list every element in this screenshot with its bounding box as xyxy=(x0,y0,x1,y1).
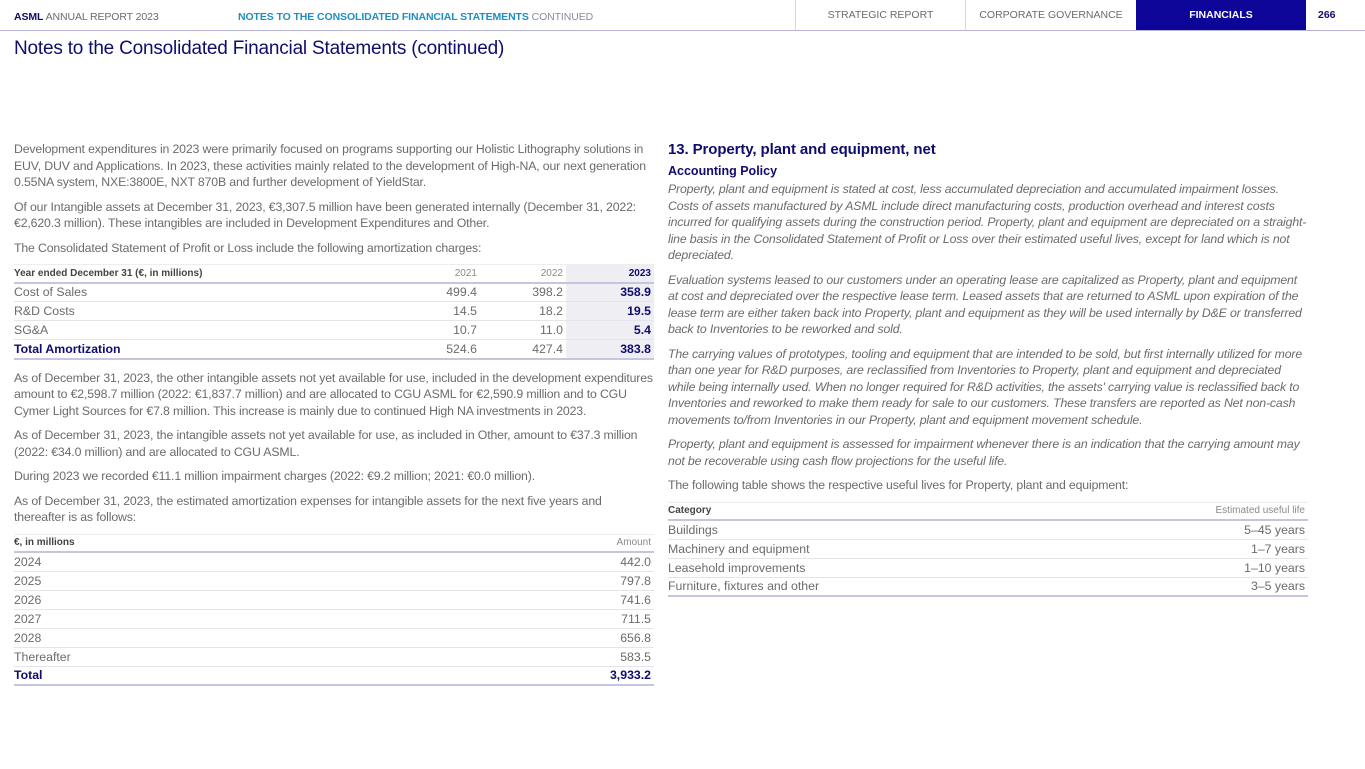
tab-financials[interactable] xyxy=(1136,0,1306,30)
tab-corporate-governance[interactable] xyxy=(965,0,1136,30)
right-column xyxy=(668,141,1308,607)
cell-value: 1–10 years xyxy=(1065,558,1308,577)
cell-value: 10.7 xyxy=(394,321,480,340)
section-title xyxy=(238,11,593,23)
policy-paragraph: Property, plant and equipment is assessed for impairment whenever there is an indication that the carrying amount may not be recoverable using cash flow projections for the useful life. xyxy=(668,437,1300,468)
cell-value: 656.8 xyxy=(385,628,654,647)
left-column xyxy=(14,141,654,696)
cell-value: 18.2 xyxy=(480,302,566,321)
column-header: Year ended December 31 (€, in millions) xyxy=(14,265,394,283)
total-label: Total xyxy=(14,666,385,685)
policy-paragraph: Evaluation systems leased to our customers under an operating lease are capitalized as Property, plant and equipment at cost and depreciated over the respective lease term. Leased assets that are returned to ASML upon expiration of the lease term are either taken back into Property, plant and equipment as they will be used internally by D&E or transferred back to Inventories to be reworked and sold. xyxy=(668,272,1302,336)
useful-life-intro: The following table shows the respective useful lives for Property, plant and equipment: xyxy=(668,478,1129,492)
row-label: Machinery and equipment xyxy=(668,539,1065,558)
column-header: Estimated useful life xyxy=(1065,502,1308,520)
table-row xyxy=(668,558,1308,577)
table-row xyxy=(14,321,654,340)
brand-name: ASML xyxy=(14,11,44,23)
row-label: Thereafter xyxy=(14,647,385,666)
cell-value: 499.4 xyxy=(394,283,480,302)
cell-value: 5–45 years xyxy=(1065,520,1308,539)
cell-value: 5.4 xyxy=(566,321,654,340)
row-label: 2025 xyxy=(14,571,385,590)
report-name: ANNUAL REPORT 2023 xyxy=(43,11,159,23)
table-row xyxy=(668,577,1308,596)
table-total-row xyxy=(14,666,654,685)
paragraph-intangibles-other: As of December 31, 2023, the intangible assets not yet available for use, as included in Other, amount to €37.3 million (2022: €34.0 million) and are allocated to CGU ASML. xyxy=(14,428,638,459)
cell-value: 741.6 xyxy=(385,590,654,609)
row-label: Cost of Sales xyxy=(14,283,394,302)
policy-paragraph: Property, plant and equipment is stated at cost, less accumulated depreciation and accumulated impairment losses. Costs of assets manufactured by ASML include direct manufacturing costs, production overhead and interest costs incurred for qualifying assets during the construction period. Property, plant and equipment are depreciated on a straight-line basis in the Consolidated Statement of Profit or Loss over their estimated useful lives, except for land which is not depreciated. xyxy=(668,182,1307,262)
column-header: 2021 xyxy=(394,265,480,283)
table-header-row xyxy=(14,534,654,552)
section-title-continued: CONTINUED xyxy=(528,11,594,23)
table-row xyxy=(14,590,654,609)
report-brand[interactable] xyxy=(14,11,159,23)
useful-life-table xyxy=(668,502,1308,598)
table-row xyxy=(14,283,654,302)
table-header-row xyxy=(668,502,1308,520)
cell-value: 583.5 xyxy=(385,647,654,666)
column-header: 2022 xyxy=(480,265,566,283)
table-row xyxy=(14,609,654,628)
table-row xyxy=(14,647,654,666)
column-header: €, in millions xyxy=(14,534,385,552)
cell-value: 19.5 xyxy=(566,302,654,321)
cell-value: 358.9 xyxy=(566,283,654,302)
total-label: Total Amortization xyxy=(14,340,394,359)
paragraph-other-intangibles: As of December 31, 2023, the other intangible assets not yet available for use, included in the development expenditures amount to €2,598.7 million (2022: €1,837.7 million) and are allocated to CGU ASML for €2,590.9 million and to CGU Cymer Light Sources for €7.8 million. This increase is mainly due to continued High NA investments in 2023. xyxy=(14,370,653,418)
row-label: Furniture, fixtures and other xyxy=(668,577,1065,596)
paragraph-impairment: During 2023 we recorded €11.1 million impairment charges (2022: €9.2 million; 2021: €0.0 million). xyxy=(14,469,535,483)
row-label: 2028 xyxy=(14,628,385,647)
row-label: Leasehold improvements xyxy=(668,558,1065,577)
row-label: 2024 xyxy=(14,552,385,571)
page-number-value: 266 xyxy=(1318,9,1336,21)
row-label: Buildings xyxy=(668,520,1065,539)
paragraph-intangible-assets: Of our Intangible assets at December 31, 2023, €3,307.5 million have been generated internally (December 31, 2022: €2,620.3 million). These intangibles are included in Development Expenditures and Other. xyxy=(14,199,637,230)
row-label: SG&A xyxy=(14,321,394,340)
policy-paragraph: The carrying values of prototypes, tooling and equipment that are intended to be sold, but first internally utilized for more than one year for R&D purposes, are reclassified from Inventories to Property, plant and equipment and depreciated while being internally used. When no longer required for R&D activities, the assets' carrying value is reclassified back to Inventories and reworked to make them ready for sale to our customers. These transfers are reported as Net non-cash movements to/from Inventories in our Property, plant and equipment movement schedule. xyxy=(668,346,1303,427)
cell-value: 383.8 xyxy=(566,340,654,359)
page-number xyxy=(1306,0,1346,30)
cell-value: 3–5 years xyxy=(1065,577,1308,596)
cell-value: 1–7 years xyxy=(1065,539,1308,558)
tab-label: FINANCIALS xyxy=(1189,9,1253,21)
accounting-policy-heading: Accounting Policy xyxy=(668,164,778,178)
row-label: 2026 xyxy=(14,590,385,609)
column-header: Amount xyxy=(385,534,654,552)
tab-strategic-report[interactable] xyxy=(795,0,965,30)
total-value: 3,933.2 xyxy=(385,666,654,685)
table-total-row xyxy=(14,340,654,359)
cell-value: 797.8 xyxy=(385,571,654,590)
table-row xyxy=(14,552,654,571)
paragraph-development-expenditures: Development expenditures in 2023 were primarily focused on programs supporting our Holistic Lithography solutions in EUV, DUV and Applications. In 2023, these activities mainly related to the development of High-NA, our next generation 0.55NA system, NXE:3800E, NXT 870B and further development of YieldStar. xyxy=(14,142,646,189)
top-navigation-bar xyxy=(0,0,1365,31)
cell-value: 398.2 xyxy=(480,283,566,302)
table-row xyxy=(668,539,1308,558)
table-row xyxy=(14,571,654,590)
note-heading: 13. Property, plant and equipment, net xyxy=(668,141,936,158)
cell-value: 442.0 xyxy=(385,552,654,571)
column-header: 2023 xyxy=(566,265,654,283)
table-row xyxy=(14,302,654,321)
cell-value: 711.5 xyxy=(385,609,654,628)
amortization-table xyxy=(14,264,654,360)
paragraph-amortization-intro: The Consolidated Statement of Profit or Loss include the following amortization charges: xyxy=(14,240,482,255)
page-title: Notes to the Consolidated Financial Statements (continued) xyxy=(14,38,505,59)
tab-label: CORPORATE GOVERNANCE xyxy=(979,9,1123,21)
column-header: Category xyxy=(668,502,1065,520)
table-header-row xyxy=(14,265,654,283)
cell-value: 11.0 xyxy=(480,321,566,340)
table-row xyxy=(14,628,654,647)
cell-value: 524.6 xyxy=(394,340,480,359)
row-label: R&D Costs xyxy=(14,302,394,321)
expense-table xyxy=(14,534,654,687)
section-title-bold: NOTES TO THE CONSOLIDATED FINANCIAL STATEMENTS xyxy=(238,11,529,23)
cell-value: 14.5 xyxy=(394,302,480,321)
table-row xyxy=(668,520,1308,539)
paragraph-expense-intro: As of December 31, 2023, the estimated amortization expenses for intangible assets for the next five years and thereafter is as follows: xyxy=(14,493,602,524)
cell-value: 427.4 xyxy=(480,340,566,359)
tab-label: STRATEGIC REPORT xyxy=(827,9,934,21)
row-label: 2027 xyxy=(14,609,385,628)
